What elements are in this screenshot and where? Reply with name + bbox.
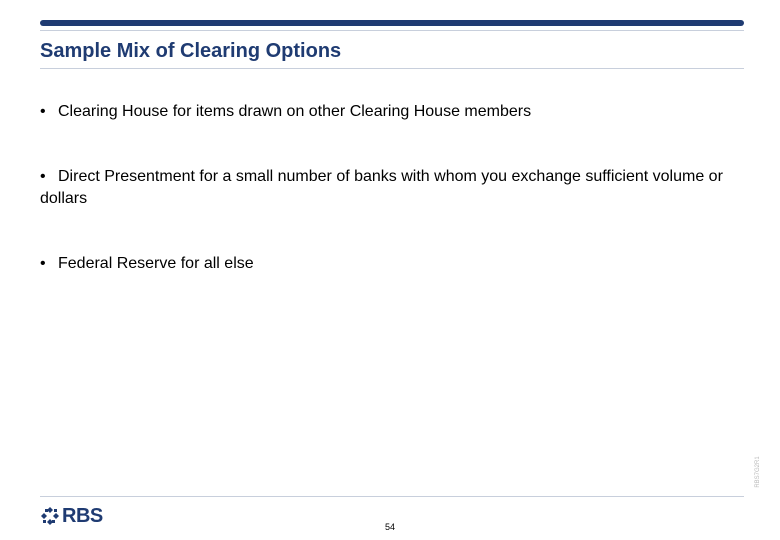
rbs-cube-icon: [40, 506, 60, 526]
slide-title: Sample Mix of Clearing Options: [40, 40, 342, 62]
bullet-text: Direct Presentment for a small number of banks with whom you exchange sufficient volume or dollars: [40, 168, 723, 207]
rbs-logo: [40, 506, 103, 526]
bullet-text: Federal Reserve for all else: [58, 255, 254, 272]
header-bar: [40, 20, 744, 26]
footer-rule: [40, 496, 744, 497]
title-rule: [40, 68, 744, 69]
bullet-marker: •: [40, 103, 46, 120]
bullet-item: [40, 253, 740, 275]
bullet-marker: •: [40, 255, 46, 272]
header-rule: [40, 30, 744, 31]
bullet-marker: •: [40, 168, 46, 185]
bullet-text: Clearing House for items drawn on other Clearing House members: [58, 103, 532, 120]
bullet-item: [40, 101, 740, 123]
document-reference: RBS7G2R1: [755, 456, 761, 488]
page-number: 54: [384, 522, 395, 532]
logo-text: RBS: [62, 505, 103, 527]
bullet-item: [40, 166, 740, 210]
